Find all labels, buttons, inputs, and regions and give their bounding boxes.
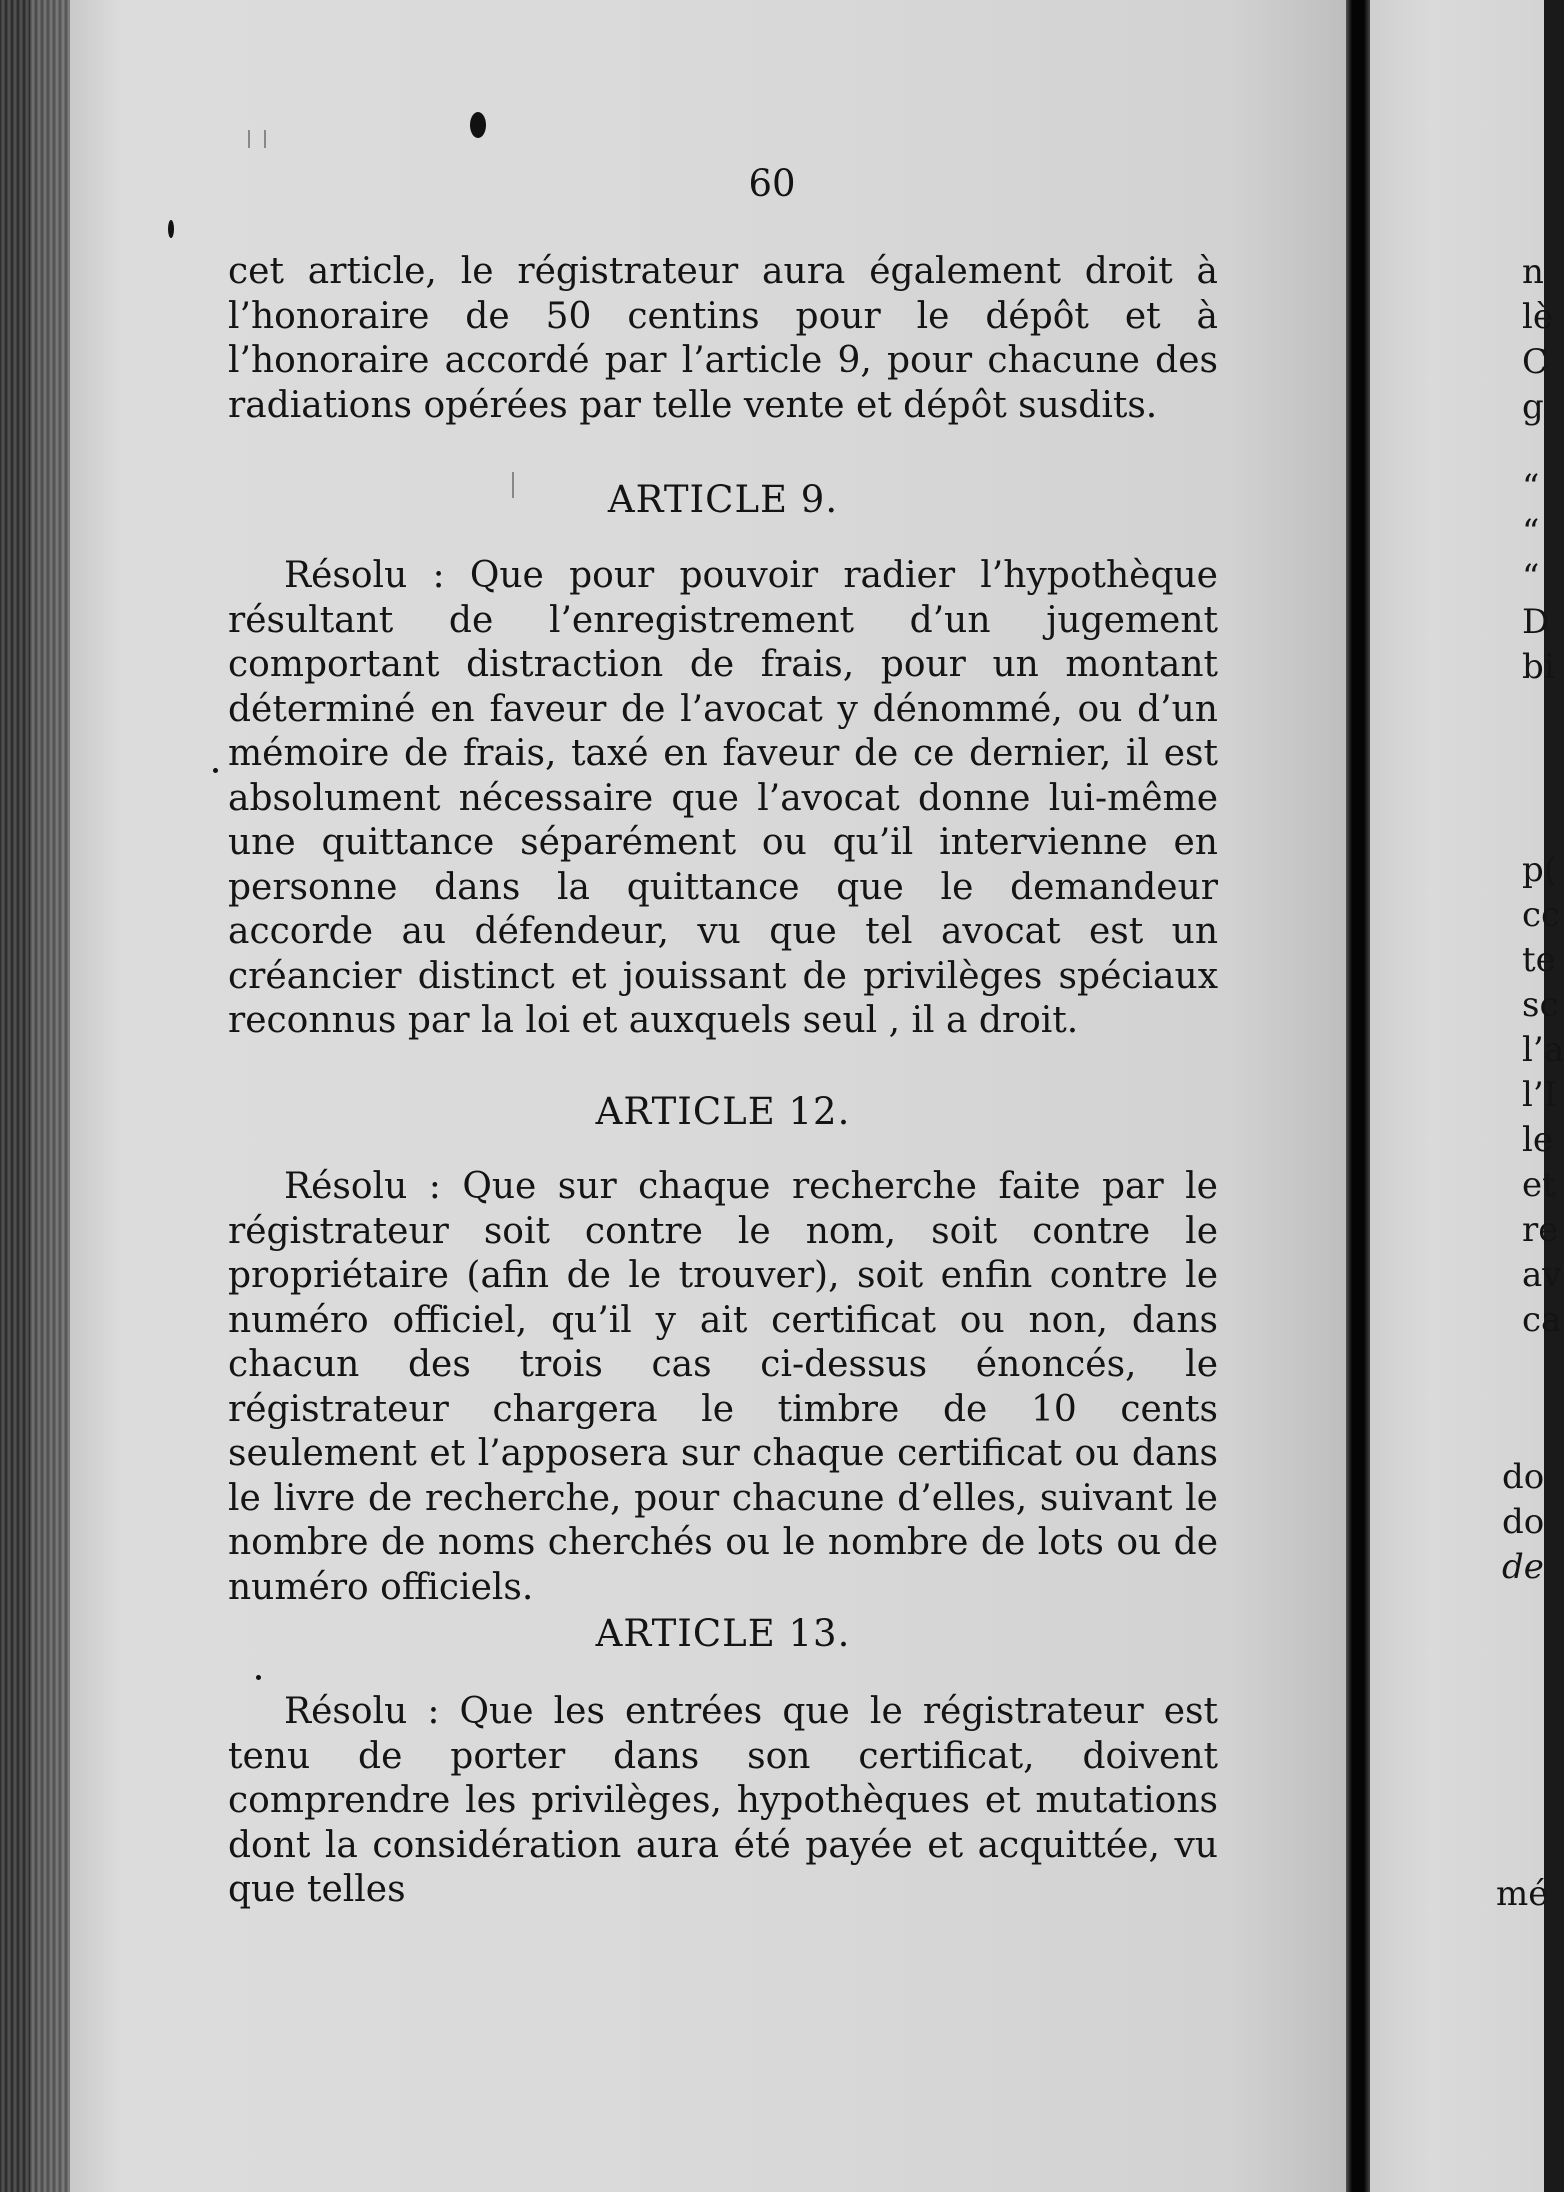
facing-fragment: sc xyxy=(1522,985,1559,1025)
facing-fragment: “ xyxy=(1522,512,1540,552)
facing-fragment: n xyxy=(1522,252,1544,292)
facing-fragment: bi xyxy=(1522,647,1555,687)
facing-fragment: cc xyxy=(1522,895,1561,935)
scan-speck xyxy=(213,768,218,773)
facing-fragment: g xyxy=(1522,387,1544,427)
heading-article-13: ARTICLE 13. xyxy=(595,1612,851,1655)
facing-fragment: l’I xyxy=(1522,1075,1558,1115)
facing-fragment: le xyxy=(1522,1120,1553,1160)
scan-speck xyxy=(168,220,174,238)
facing-fragment: D xyxy=(1522,602,1550,642)
facing-fragment: mé xyxy=(1496,1874,1549,1914)
facing-fragment: C xyxy=(1522,342,1549,382)
facing-fragment: te xyxy=(1522,940,1556,980)
facing-fragment: do xyxy=(1502,1502,1545,1542)
facing-fragment: de xyxy=(1502,1547,1544,1587)
facing-fragment: do xyxy=(1502,1457,1545,1497)
facing-fragment: “ xyxy=(1522,467,1540,507)
paragraph-article-12: Résolu : Que sur chaque recherche faite par le régistrateur soit contre le nom, soit contre le propriétaire (afin de le trouver), soit enfin contre le numéro officiel, qu’il y ait certificat ou non, dans chacun des trois cas ci-dessus énoncés, le régistrateur chargera le timbre de 10 cents seulement et l’apposera sur chaque certificat ou dans le livre de recherche, pour chacune d’elles, suivant le nombre de noms cherchés ou le nombre de lots ou de numéro officiels. xyxy=(228,1166,1218,1608)
stacked-page-edges xyxy=(0,0,70,2192)
paragraph-article-9: Résolu : Que pour pouvoir radier l’hypothèque résultant de l’enregistrement d’un jugement comportant distraction de frais, pour un montant déterminé en faveur de l’avocat y dénommé, ou d’un mémoire de frais, taxé en faveur de ce dernier, il est absolument nécessaire que l’avocat donne lui-même une quittance séparément ou qu’il intervienne en personne dans la quittance que le demandeur accorde au défendeur, vu que tel avocat est un créancier distinct et jouissant de privilèges spéciaux reconnus par la loi et auxquels seul , il a droit. xyxy=(228,555,1218,1041)
facing-fragment: p( xyxy=(1522,850,1558,890)
facing-fragment: ca xyxy=(1522,1300,1562,1340)
page-number: 60 xyxy=(748,162,796,205)
facing-fragment: re xyxy=(1522,1210,1559,1250)
book-gutter xyxy=(1346,0,1370,2192)
facing-fragment: et xyxy=(1522,1165,1556,1205)
facing-fragment: l’a xyxy=(1522,1030,1564,1070)
facing-fragment: av xyxy=(1522,1255,1562,1295)
facing-page xyxy=(1370,0,1564,2192)
paragraph-continuation: cet article, le régistrateur aura également droit à l’honoraire de 50 centins pour le dépôt et à l’honoraire accordé par l’article 9, pour chacune des radiations opérées par telle vente et dépôt susdits. xyxy=(228,251,1218,426)
scan-speck xyxy=(256,1675,261,1680)
scan-mark xyxy=(248,130,250,148)
paragraph-article-13: Résolu : Que les entrées que le régistrateur est tenu de porter dans son certificat, doivent comprendre les privilèges, hypothèques et mutations dont la considération aura été payée et acquittée, vu que telles xyxy=(228,1691,1218,1910)
facing-fragment: lè xyxy=(1522,297,1553,337)
scan-mark xyxy=(512,472,514,498)
scan-speck xyxy=(470,112,486,138)
heading-article-9: ARTICLE 9. xyxy=(607,478,839,521)
facing-fragment: “ xyxy=(1522,557,1540,597)
heading-article-12: ARTICLE 12. xyxy=(595,1090,851,1133)
scan-mark xyxy=(264,130,266,148)
